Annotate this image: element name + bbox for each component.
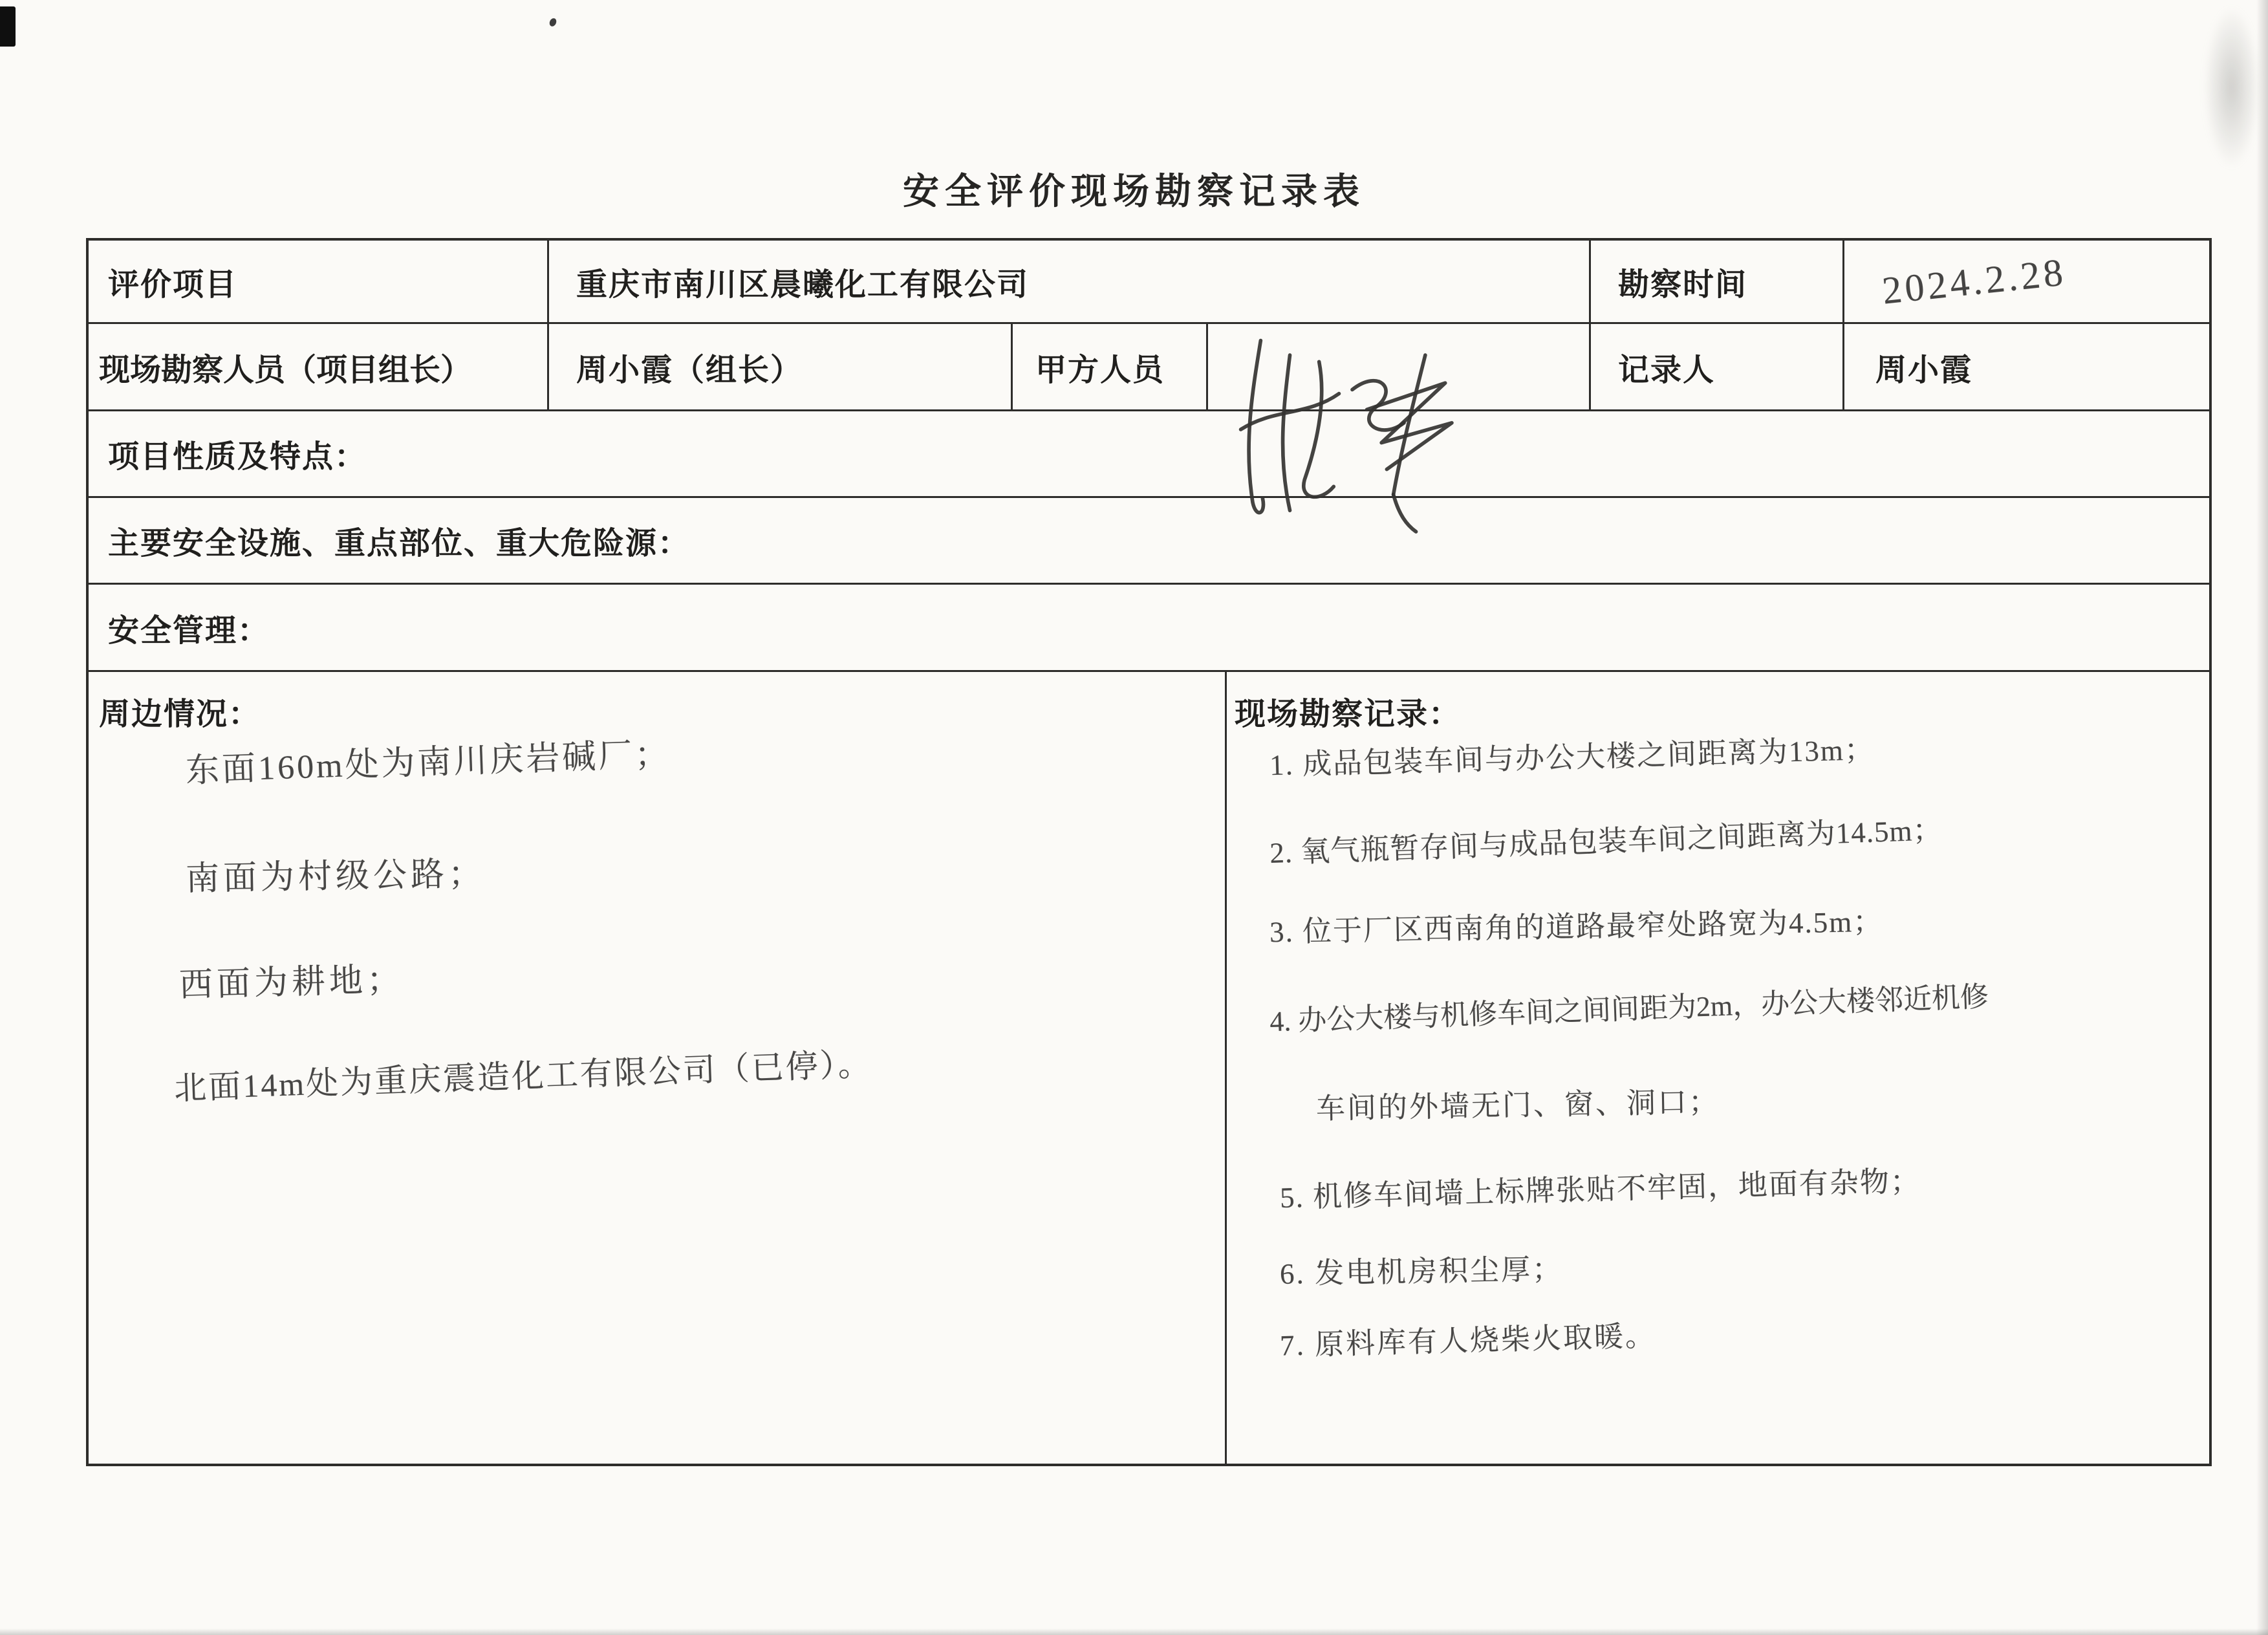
site-survey-cell — [1227, 672, 2209, 1464]
handwritten-note: 西面为耕地； — [178, 961, 405, 1004]
page-title: 安全评价现场勘察记录表 — [903, 172, 1365, 212]
label-project-nature: 项目性质及特点： — [108, 440, 367, 474]
scan-speck — [548, 17, 557, 28]
handwritten-note: 3. 位于厂区西南角的道路最窄处路宽为4.5m； — [1269, 905, 1884, 949]
value-recorder: 周小霞 — [1875, 352, 1973, 387]
handwritten-survey-date: 2024.2.28 — [1880, 250, 2068, 312]
handwritten-signature-icon — [1226, 328, 1478, 528]
handwritten-note: 车间的外墙无门、窗、洞口； — [1315, 1085, 1720, 1125]
row-notes — [89, 672, 2209, 1464]
label-recorder: 记录人 — [1591, 324, 1844, 409]
row-personnel — [89, 324, 2209, 411]
label-survey-time: 勘察时间 — [1591, 241, 1844, 322]
row-safety-management — [89, 585, 2209, 672]
row-project — [89, 241, 2209, 324]
handwritten-note: 南面为村级公路； — [185, 855, 486, 898]
label-safety-management: 安全管理： — [108, 613, 270, 648]
handwritten-note: 6. 发电机房积尘厚； — [1279, 1253, 1564, 1290]
handwritten-note: 4. 办公大楼与机修车间之间间距为2m，办公大楼邻近机修 — [1269, 980, 1989, 1038]
scan-edge-shadow-bottom — [0, 1629, 2268, 1635]
form-table — [86, 238, 2212, 1466]
value-party-a-signature — [1208, 324, 1591, 409]
handwritten-note: 2. 氧气瓶暂存间与成品包装车间之间距离为14.5m； — [1269, 813, 1943, 870]
handwritten-note: 东面160m处为南川庆岩碱厂； — [185, 735, 672, 790]
label-surveyors: 现场勘察人员（项目组长） — [89, 324, 549, 409]
row-project-nature — [89, 411, 2209, 498]
scan-edge-mark — [0, 6, 16, 47]
value-survey-time — [1844, 241, 2209, 322]
handwritten-note: 7. 原料库有人烧柴火取暖。 — [1279, 1319, 1657, 1362]
label-party-a: 甲方人员 — [1013, 324, 1208, 409]
label-safety-facilities: 主要安全设施、重点部位、重大危险源： — [108, 526, 691, 561]
surroundings-cell — [89, 672, 1227, 1464]
site-survey-label: 现场勘察记录： — [1235, 697, 1462, 731]
surroundings-label: 周边情况： — [99, 697, 261, 731]
row-safety-facilities — [89, 498, 2209, 585]
handwritten-note: 1. 成品包装车间与办公大楼之间距离为13m； — [1269, 733, 1875, 782]
scan-smudge — [2204, 6, 2260, 168]
handwritten-note: 5. 机修车间墙上标牌张贴不牢固，地面有杂物； — [1279, 1165, 1921, 1214]
label-project: 评价项目 — [89, 241, 549, 322]
value-project-name: 重庆市南川区晨曦化工有限公司 — [549, 241, 1591, 322]
scan-edge-shadow-right — [2256, 0, 2268, 1635]
value-surveyors: 周小霞（组长） — [549, 324, 1013, 409]
handwritten-note: 北面14m处为重庆震造化工有限公司（已停）。 — [173, 1046, 873, 1107]
